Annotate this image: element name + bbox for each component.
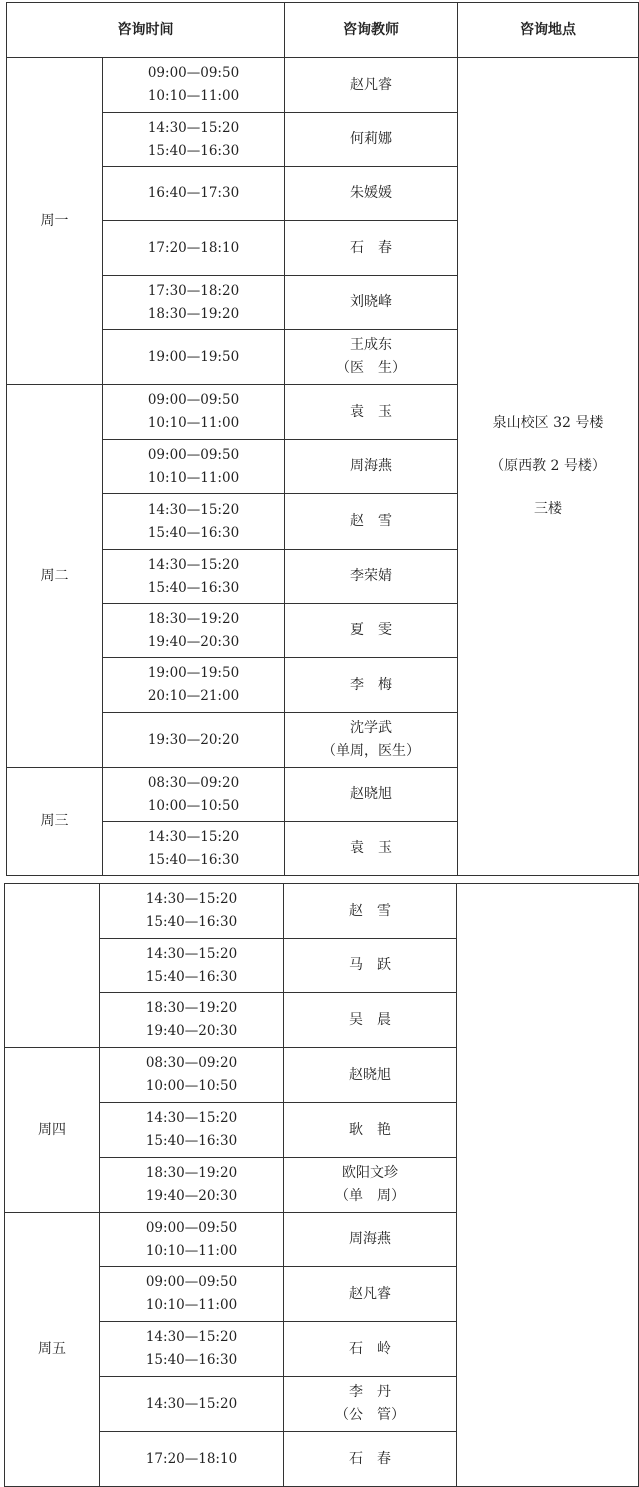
teacher-note: （公 管） [335, 1407, 405, 1423]
time-slot: 10:10—11:00 [147, 415, 240, 431]
time-cell [103, 768, 285, 822]
time-cell [100, 1267, 284, 1322]
teacher-cell [285, 494, 458, 550]
time-cell [100, 884, 284, 939]
teacher-name: 袁 玉 [350, 840, 392, 856]
teacher-name: 李 梅 [350, 676, 392, 693]
teacher-name: 夏 雯 [350, 622, 392, 638]
time-cell [103, 113, 285, 167]
time-cell [100, 1213, 284, 1267]
time-slot: 19:40—20:30 [145, 1023, 238, 1039]
time-slot: 19:30—20:20 [147, 731, 240, 748]
teacher-name: 赵 雪 [350, 513, 392, 529]
time-slot: 18:30—19:20 [147, 610, 240, 627]
teacher-cell [284, 884, 457, 939]
time-slot: 09:00—09:50 [145, 1274, 238, 1290]
schedule-row [7, 58, 639, 113]
time-slot: 10:10—11:00 [147, 469, 240, 486]
time-slot: 14:30—15:20 [145, 1110, 238, 1126]
teacher-name: 何莉娜 [350, 131, 392, 147]
time-slot: 08:30—09:20 [145, 1055, 238, 1071]
time-slot: 18:30—19:20 [145, 1000, 238, 1016]
time-slot: 14:30—15:20 [147, 828, 240, 845]
time-slot: 14:30—15:20 [145, 1395, 238, 1412]
teacher-cell [284, 1267, 457, 1322]
time-slot: 14:30—15:20 [147, 119, 240, 136]
time-cell [103, 330, 285, 385]
teacher-cell [284, 993, 457, 1048]
teacher-name: 李 丹 [349, 1384, 391, 1400]
location-line3: 三楼 [534, 501, 562, 517]
time-slot: 18:30—19:20 [147, 305, 240, 322]
time-cell [103, 440, 285, 494]
time-cell [103, 822, 285, 876]
day-cell: 周四 [5, 1048, 100, 1213]
time-slot: 20:10—21:00 [147, 688, 240, 704]
time-cell [103, 276, 285, 330]
teacher-cell [284, 1103, 457, 1158]
time-slot: 14:30—15:20 [145, 891, 238, 907]
schedule-table-2 [4, 883, 639, 1487]
location-cell [458, 58, 639, 876]
teacher-note: （单周，医生） [322, 743, 420, 759]
teacher-cell [285, 713, 458, 768]
time-slot: 19:40—20:30 [147, 633, 240, 650]
time-cell [103, 58, 285, 113]
teacher-cell [285, 221, 458, 276]
teacher-cell [285, 385, 458, 440]
time-cell [100, 1048, 284, 1103]
day-cell [5, 884, 100, 1048]
teacher-name: 赵晓旭 [349, 1066, 391, 1083]
teacher-name: 石 岭 [349, 1340, 391, 1357]
time-slot: 09:00—09:50 [145, 1219, 238, 1236]
teacher-name: 赵凡睿 [349, 1285, 391, 1302]
time-slot: 10:00—10:50 [147, 797, 240, 814]
time-slot: 09:00—09:50 [147, 65, 240, 81]
teacher-cell [285, 768, 458, 822]
time-slot: 19:00—19:50 [147, 348, 240, 365]
teacher-name: 欧阳文珍 [342, 1165, 398, 1181]
time-slot: 19:00—19:50 [147, 665, 240, 681]
time-cell [103, 550, 285, 604]
time-slot: 10:10—11:00 [145, 1297, 238, 1313]
teacher-cell [285, 276, 458, 330]
time-slot: 15:40—16:30 [145, 1133, 238, 1149]
teacher-cell [284, 939, 457, 993]
day-cell: 周五 [5, 1213, 100, 1487]
time-cell [103, 658, 285, 713]
time-cell [103, 385, 285, 440]
teacher-cell [285, 58, 458, 113]
teacher-cell [284, 1158, 457, 1213]
teacher-name: 王成东 [350, 337, 392, 353]
time-slot: 09:00—09:50 [147, 446, 240, 463]
teacher-name: 李荣婧 [350, 568, 392, 584]
teacher-cell [285, 330, 458, 385]
time-slot: 15:40—16:30 [145, 914, 238, 930]
time-cell [100, 1103, 284, 1158]
time-slot: 15:40—16:30 [147, 142, 240, 159]
time-slot: 17:30—18:20 [147, 282, 240, 299]
time-slot: 16:40—17:30 [147, 185, 240, 201]
teacher-note: （单 周） [335, 1188, 405, 1204]
time-slot: 14:30—15:20 [147, 501, 240, 518]
teacher-name: 刘晓峰 [350, 294, 392, 310]
teacher-cell [284, 1377, 457, 1432]
teacher-note: （医 生） [336, 360, 406, 376]
teacher-cell [285, 550, 458, 604]
time-slot: 19:40—20:30 [145, 1188, 238, 1204]
schedule-table-1 [6, 2, 639, 876]
location-line1: 泉山校区 32 号楼 [492, 415, 604, 431]
teacher-name: 朱媛媛 [350, 185, 392, 201]
teacher-cell [284, 1213, 457, 1267]
time-cell [100, 1377, 284, 1432]
time-cell [100, 1158, 284, 1213]
time-cell [103, 167, 285, 221]
teacher-name: 耿 艳 [349, 1121, 391, 1138]
time-cell [103, 494, 285, 550]
day-cell: 周二 [7, 385, 103, 768]
day-cell: 周三 [7, 768, 103, 876]
teacher-name: 石 春 [349, 1450, 391, 1467]
header-location: 咨询地点 [458, 3, 639, 58]
header-teacher: 咨询教师 [285, 3, 458, 58]
schedule-row [5, 884, 639, 939]
teacher-cell [285, 822, 458, 876]
header-time: 咨询时间 [7, 3, 285, 58]
teacher-name: 周海燕 [350, 458, 392, 474]
time-slot: 17:20—18:10 [145, 1450, 238, 1467]
teacher-name: 赵 雪 [349, 902, 391, 919]
teacher-name: 赵凡睿 [350, 76, 392, 93]
time-slot: 14:30—15:20 [145, 1329, 238, 1345]
time-slot: 10:00—10:50 [145, 1078, 238, 1094]
time-cell [100, 939, 284, 993]
teacher-cell [285, 658, 458, 713]
time-slot: 18:30—19:20 [145, 1165, 238, 1181]
time-slot: 09:00—09:50 [147, 392, 240, 408]
teacher-name: 沈学武 [350, 720, 392, 736]
time-cell [100, 1432, 284, 1487]
time-slot: 10:10—11:00 [145, 1242, 238, 1259]
teacher-name: 赵晓旭 [350, 786, 392, 802]
time-slot: 10:10—11:00 [147, 88, 240, 104]
teacher-name: 袁 玉 [350, 403, 392, 420]
teacher-cell [285, 440, 458, 494]
teacher-name: 周海燕 [349, 1231, 391, 1247]
time-slot: 14:30—15:20 [147, 556, 240, 573]
teacher-cell [285, 604, 458, 658]
time-slot: 15:40—16:30 [145, 1352, 238, 1368]
time-cell [103, 221, 285, 276]
time-cell [103, 604, 285, 658]
teacher-name: 石 春 [350, 239, 392, 256]
location-cell [457, 884, 639, 1487]
time-cell [103, 713, 285, 768]
time-slot: 08:30—09:20 [147, 774, 240, 791]
time-slot: 15:40—16:30 [147, 524, 240, 541]
time-slot: 15:40—16:30 [147, 851, 240, 868]
teacher-name: 吴 晨 [349, 1011, 391, 1028]
time-cell [100, 993, 284, 1048]
teacher-cell [284, 1048, 457, 1103]
teacher-cell [285, 113, 458, 167]
time-slot: 17:20—18:10 [147, 239, 240, 256]
time-slot: 15:40—16:30 [145, 968, 238, 985]
teacher-cell [284, 1322, 457, 1377]
location-line2: （原西教 2 号楼） [490, 458, 606, 474]
time-slot: 15:40—16:30 [147, 579, 240, 596]
teacher-cell [285, 167, 458, 221]
time-cell [100, 1322, 284, 1377]
time-slot: 14:30—15:20 [145, 945, 238, 962]
day-cell: 周一 [7, 58, 103, 385]
teacher-cell [284, 1432, 457, 1487]
teacher-name: 马 跃 [349, 957, 391, 973]
